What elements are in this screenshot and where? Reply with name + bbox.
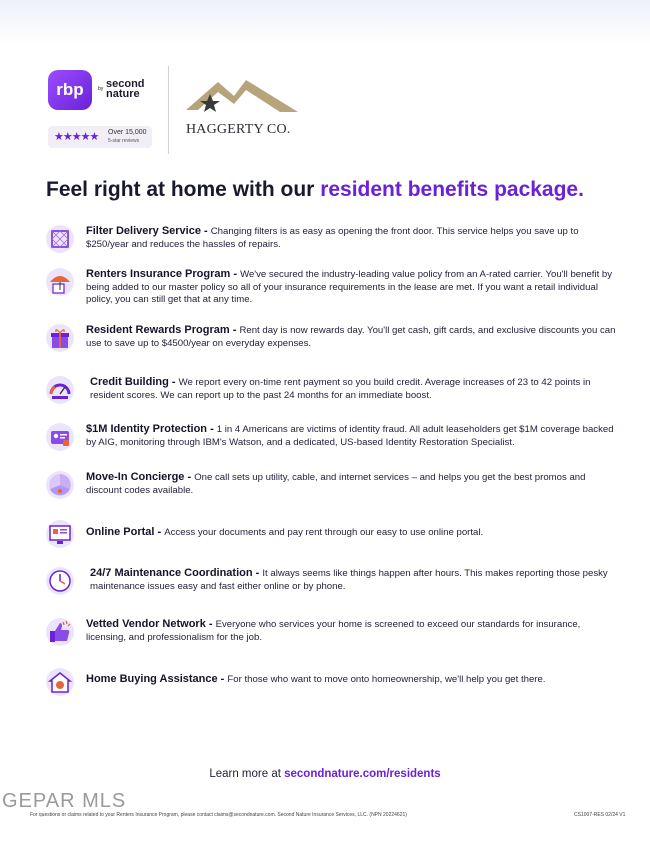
fine-print: For questions or claims related to your Renters Insurance Program, please contact claims@secondnature.com. Second Nature Insurance Services, LLC. (NPN 20224621)	[30, 812, 407, 818]
benefit-title: $1M Identity Protection -	[86, 423, 217, 435]
learn-more-prefix: Learn more at	[209, 768, 285, 780]
clock-icon	[46, 567, 74, 595]
document-code: CS1007-RES 02/24 V1	[574, 812, 626, 818]
page-title	[46, 178, 626, 202]
filter-icon	[46, 225, 74, 253]
benefit-body: 1 in 4 Americans are victims of identity fraud. All adult leaseholders get $1M coverage backed by AIG, monitoring through IBM's Watson, and a dedicated, US-based Identity Restoration Specialist.	[86, 424, 614, 448]
benefit-title: Resident Rewards Program -	[86, 324, 240, 336]
id-card-icon	[46, 423, 74, 451]
benefit-body: One call sets up utility, cable, and internet services – and helps you get the best promos and discount codes available.	[86, 472, 586, 496]
reviews-badge	[48, 126, 152, 148]
benefit-title: Vetted Vendor Network -	[86, 618, 216, 630]
rbp-tile: rbp	[48, 70, 92, 110]
umbrella-icon	[46, 268, 74, 296]
logo-divider	[168, 66, 169, 154]
benefit-title: Renters Insurance Program -	[86, 268, 241, 280]
second-nature-text: second nature	[106, 78, 145, 100]
utilities-icon	[46, 471, 74, 499]
benefit-title: Filter Delivery Service -	[86, 225, 211, 237]
benefit-body: Access your documents and pay rent through our easy to use online portal.	[164, 527, 484, 538]
benefit-title: Online Portal -	[86, 526, 165, 538]
house-icon	[46, 668, 74, 696]
benefit-body: We report every on-time rent payment so you build credit. Average increases of 23 to 42 points in resident scores. We can report up to the past 24 months for an immediate boost.	[90, 377, 591, 401]
benefit-body: It always seems like things happen after hours. This makes reporting those pesky maintenance issues easy and fast either online or by phone.	[90, 568, 608, 592]
mls-watermark: GEPAR MLS	[2, 790, 127, 812]
benefit-body: We've secured the industry-leading value policy from an A-rated carrier. You'll benefit by being added to our master policy so all of your insurance requirements in the lease are met. If you want a retail individual policy, you can still get that at any time.	[86, 269, 613, 305]
benefit-title: Home Buying Assistance -	[86, 673, 228, 685]
benefit-title: 24/7 Maintenance Coordination -	[90, 567, 263, 579]
benefit-title: Move-In Concierge -	[86, 471, 195, 483]
gauge-icon	[46, 376, 74, 404]
monitor-icon	[46, 520, 74, 548]
learn-more-link[interactable]: secondnature.com/residents	[284, 768, 441, 780]
reviews-count: Over 15,000	[108, 129, 147, 136]
reviews-label: 5-star reviews	[108, 138, 140, 144]
learn-more	[0, 768, 650, 780]
headline-prefix: Feel right at home with our	[46, 178, 321, 201]
thumbs-up-icon	[46, 618, 74, 646]
by-text: by	[98, 86, 104, 92]
top-band	[0, 0, 650, 44]
headline-highlight: resident benefits package.	[320, 178, 584, 201]
gift-icon	[46, 324, 74, 352]
haggerty-name: HAGGERTY CO.	[186, 122, 291, 137]
rbp-logo	[48, 70, 154, 150]
stars-icon: ★★★★★	[54, 131, 99, 143]
benefit-body: Rent day is now rewards day. You'll get cash, gift cards, and exclusive discounts you can use to save up to $4500/year on everyday expenses.	[86, 325, 616, 349]
benefit-body: Changing filters is as easy as opening the front door. This service helps you save up to $250/year and reduces the hassles of repairs.	[86, 226, 579, 250]
benefit-body: Everyone who services your home is screened to exceed our standards for insurance, licensing, and professionalism for the job.	[86, 619, 581, 643]
benefit-title: Credit Building -	[90, 376, 179, 388]
benefit-body: For those who want to move onto homeownership, we'll help you get there.	[227, 674, 546, 685]
